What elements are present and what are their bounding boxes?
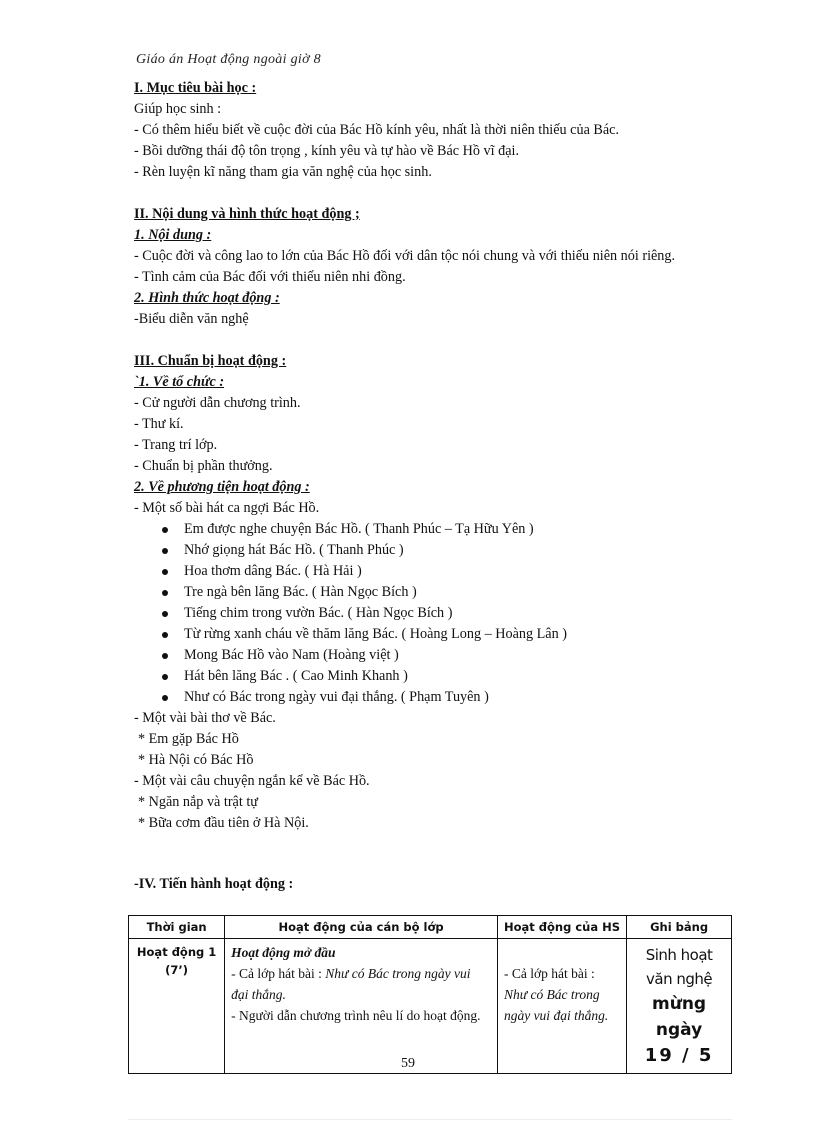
section-3-sub2: 2. Về phương tiện hoạt động : xyxy=(134,479,310,495)
bullet-icon xyxy=(162,527,168,533)
poem-item: * Hà Nội có Bác Hồ xyxy=(138,752,254,768)
activity-label: Hoạt động 1 xyxy=(136,945,217,959)
section-1-item: - Có thêm hiểu biết về cuộc đời của Bác Hồ kính yêu, nhất là thời niên thiếu của Bác. xyxy=(134,122,620,138)
bullet-icon xyxy=(162,632,168,638)
column-header: Thời gian xyxy=(129,916,225,939)
section-2-sub1: 1. Nội dung : xyxy=(134,227,212,243)
board-line: văn nghệ xyxy=(646,970,713,988)
story-item: * Bữa cơm đầu tiên ở Hà Nội. xyxy=(138,815,309,831)
page-number: 59 xyxy=(401,1056,415,1071)
table-row xyxy=(129,939,732,1074)
list-item: Từ rừng xanh cháu về thăm lăng Bác. ( Hoàng Long – Hoàng Lân ) xyxy=(184,624,734,645)
section-1-item: - Bồi dưỡng thái độ tôn trọng , kính yêu và tự hào về Bác Hồ vĩ đại. xyxy=(134,143,519,159)
bullet-icon xyxy=(162,611,168,617)
section-4-title: -IV. Tiến hành hoạt động : xyxy=(134,876,294,892)
section-1-item: - Rèn luyện kĩ năng tham gia văn nghệ của học sinh. xyxy=(134,164,432,180)
page-header: Giáo án Hoạt động ngoài giờ 8 xyxy=(136,52,321,67)
section-3-title: III. Chuẩn bị hoạt động : xyxy=(134,353,287,369)
stories-intro: - Một vài câu chuyện ngắn kể về Bác Hồ. xyxy=(134,773,370,789)
poems-intro: - Một vài bài thơ về Bác. xyxy=(134,710,276,726)
section-2-sub1-item: - Tình cảm của Bác đối với thiếu niên nhi đồng. xyxy=(134,269,406,285)
list-item: Em được nghe chuyện Bác Hồ. ( Thanh Phúc – Tạ Hữu Yên ) xyxy=(184,519,734,540)
list-item: Hát bên lăng Bác . ( Cao Minh Khanh ) xyxy=(184,666,734,687)
class-activity-cell xyxy=(225,939,498,1074)
section-2-sub2-item: -Biểu diễn văn nghệ xyxy=(134,311,249,327)
board-cell xyxy=(627,939,732,1074)
activity-duration: (7’) xyxy=(165,963,189,977)
column-header: Hoạt động của cán bộ lớp xyxy=(225,916,498,939)
document-body xyxy=(134,78,734,834)
activity-step: - Cả lớp hát bài : Như có Bác trong ngày vui đại thắng. xyxy=(231,966,471,1002)
section-3-sub1-item: - Chuẩn bị phần thưởng. xyxy=(134,458,273,474)
bullet-icon xyxy=(162,569,168,575)
bullet-icon xyxy=(162,695,168,701)
section-3-sub1-item: - Thư kí. xyxy=(134,416,184,432)
section-2-title: II. Nội dung và hình thức hoạt động ; xyxy=(134,206,360,222)
songs-list xyxy=(134,519,734,708)
section-1-intro: Giúp học sinh : xyxy=(134,101,222,117)
column-header: Ghi bảng xyxy=(627,916,732,939)
list-item: Nhớ giọng hát Bác Hồ. ( Thanh Phúc ) xyxy=(184,540,734,561)
board-line: mừng ngày xyxy=(652,994,707,1040)
section-2-sub1-item: - Cuộc đời và công lao to lớn của Bác Hồ đối với dân tộc nói chung và với thiếu niên nói riêng. xyxy=(134,248,676,264)
bullet-icon xyxy=(162,653,168,659)
poem-item: * Em gặp Bác Hồ xyxy=(138,731,239,747)
time-cell xyxy=(129,939,225,1074)
list-item: Hoa thơm dâng Bác. ( Hà Hải ) xyxy=(184,561,734,582)
section-1-title: I. Mục tiêu bài học : xyxy=(134,80,257,96)
activity-step: - Người dẫn chương trình nêu lí do hoạt động. xyxy=(231,1008,481,1023)
list-item: Mong Bác Hồ vào Nam (Hoàng việt ) xyxy=(184,645,734,666)
table-header-row xyxy=(129,916,732,939)
column-header: Hoạt động của HS xyxy=(497,916,626,939)
divider xyxy=(128,1119,732,1120)
songs-intro: - Một số bài hát ca ngợi Bác Hồ. xyxy=(134,500,320,516)
section-3-sub1: `1. Về tổ chức : xyxy=(134,374,225,390)
activity-table xyxy=(128,915,732,1074)
bullet-icon xyxy=(162,590,168,596)
section-2-sub2: 2. Hình thức hoạt động : xyxy=(134,290,280,306)
story-item: * Ngăn nắp và trật tự xyxy=(138,794,258,810)
bullet-icon xyxy=(162,548,168,554)
bullet-icon xyxy=(162,674,168,680)
student-activity-cell xyxy=(497,939,626,1074)
section-3-sub1-item: - Cử người dẫn chương trình. xyxy=(134,395,301,411)
list-item: Tre ngà bên lăng Bác. ( Hàn Ngọc Bích ) xyxy=(184,582,734,603)
board-line: 19 / 5 xyxy=(644,1045,714,1066)
list-item: Tiếng chim trong vườn Bác. ( Hàn Ngọc Bích ) xyxy=(184,603,734,624)
student-song: Như có Bác trong ngày vui đại thắng. xyxy=(503,987,609,1023)
board-line: Sinh hoạt xyxy=(645,946,713,964)
section-3-sub1-item: - Trang trí lớp. xyxy=(134,437,218,453)
activity-title: Hoạt động mở đầu xyxy=(231,945,336,960)
student-step: - Cả lớp hát bài : xyxy=(503,966,595,981)
list-item: Như có Bác trong ngày vui đại thắng. ( Phạm Tuyên ) xyxy=(184,687,734,708)
